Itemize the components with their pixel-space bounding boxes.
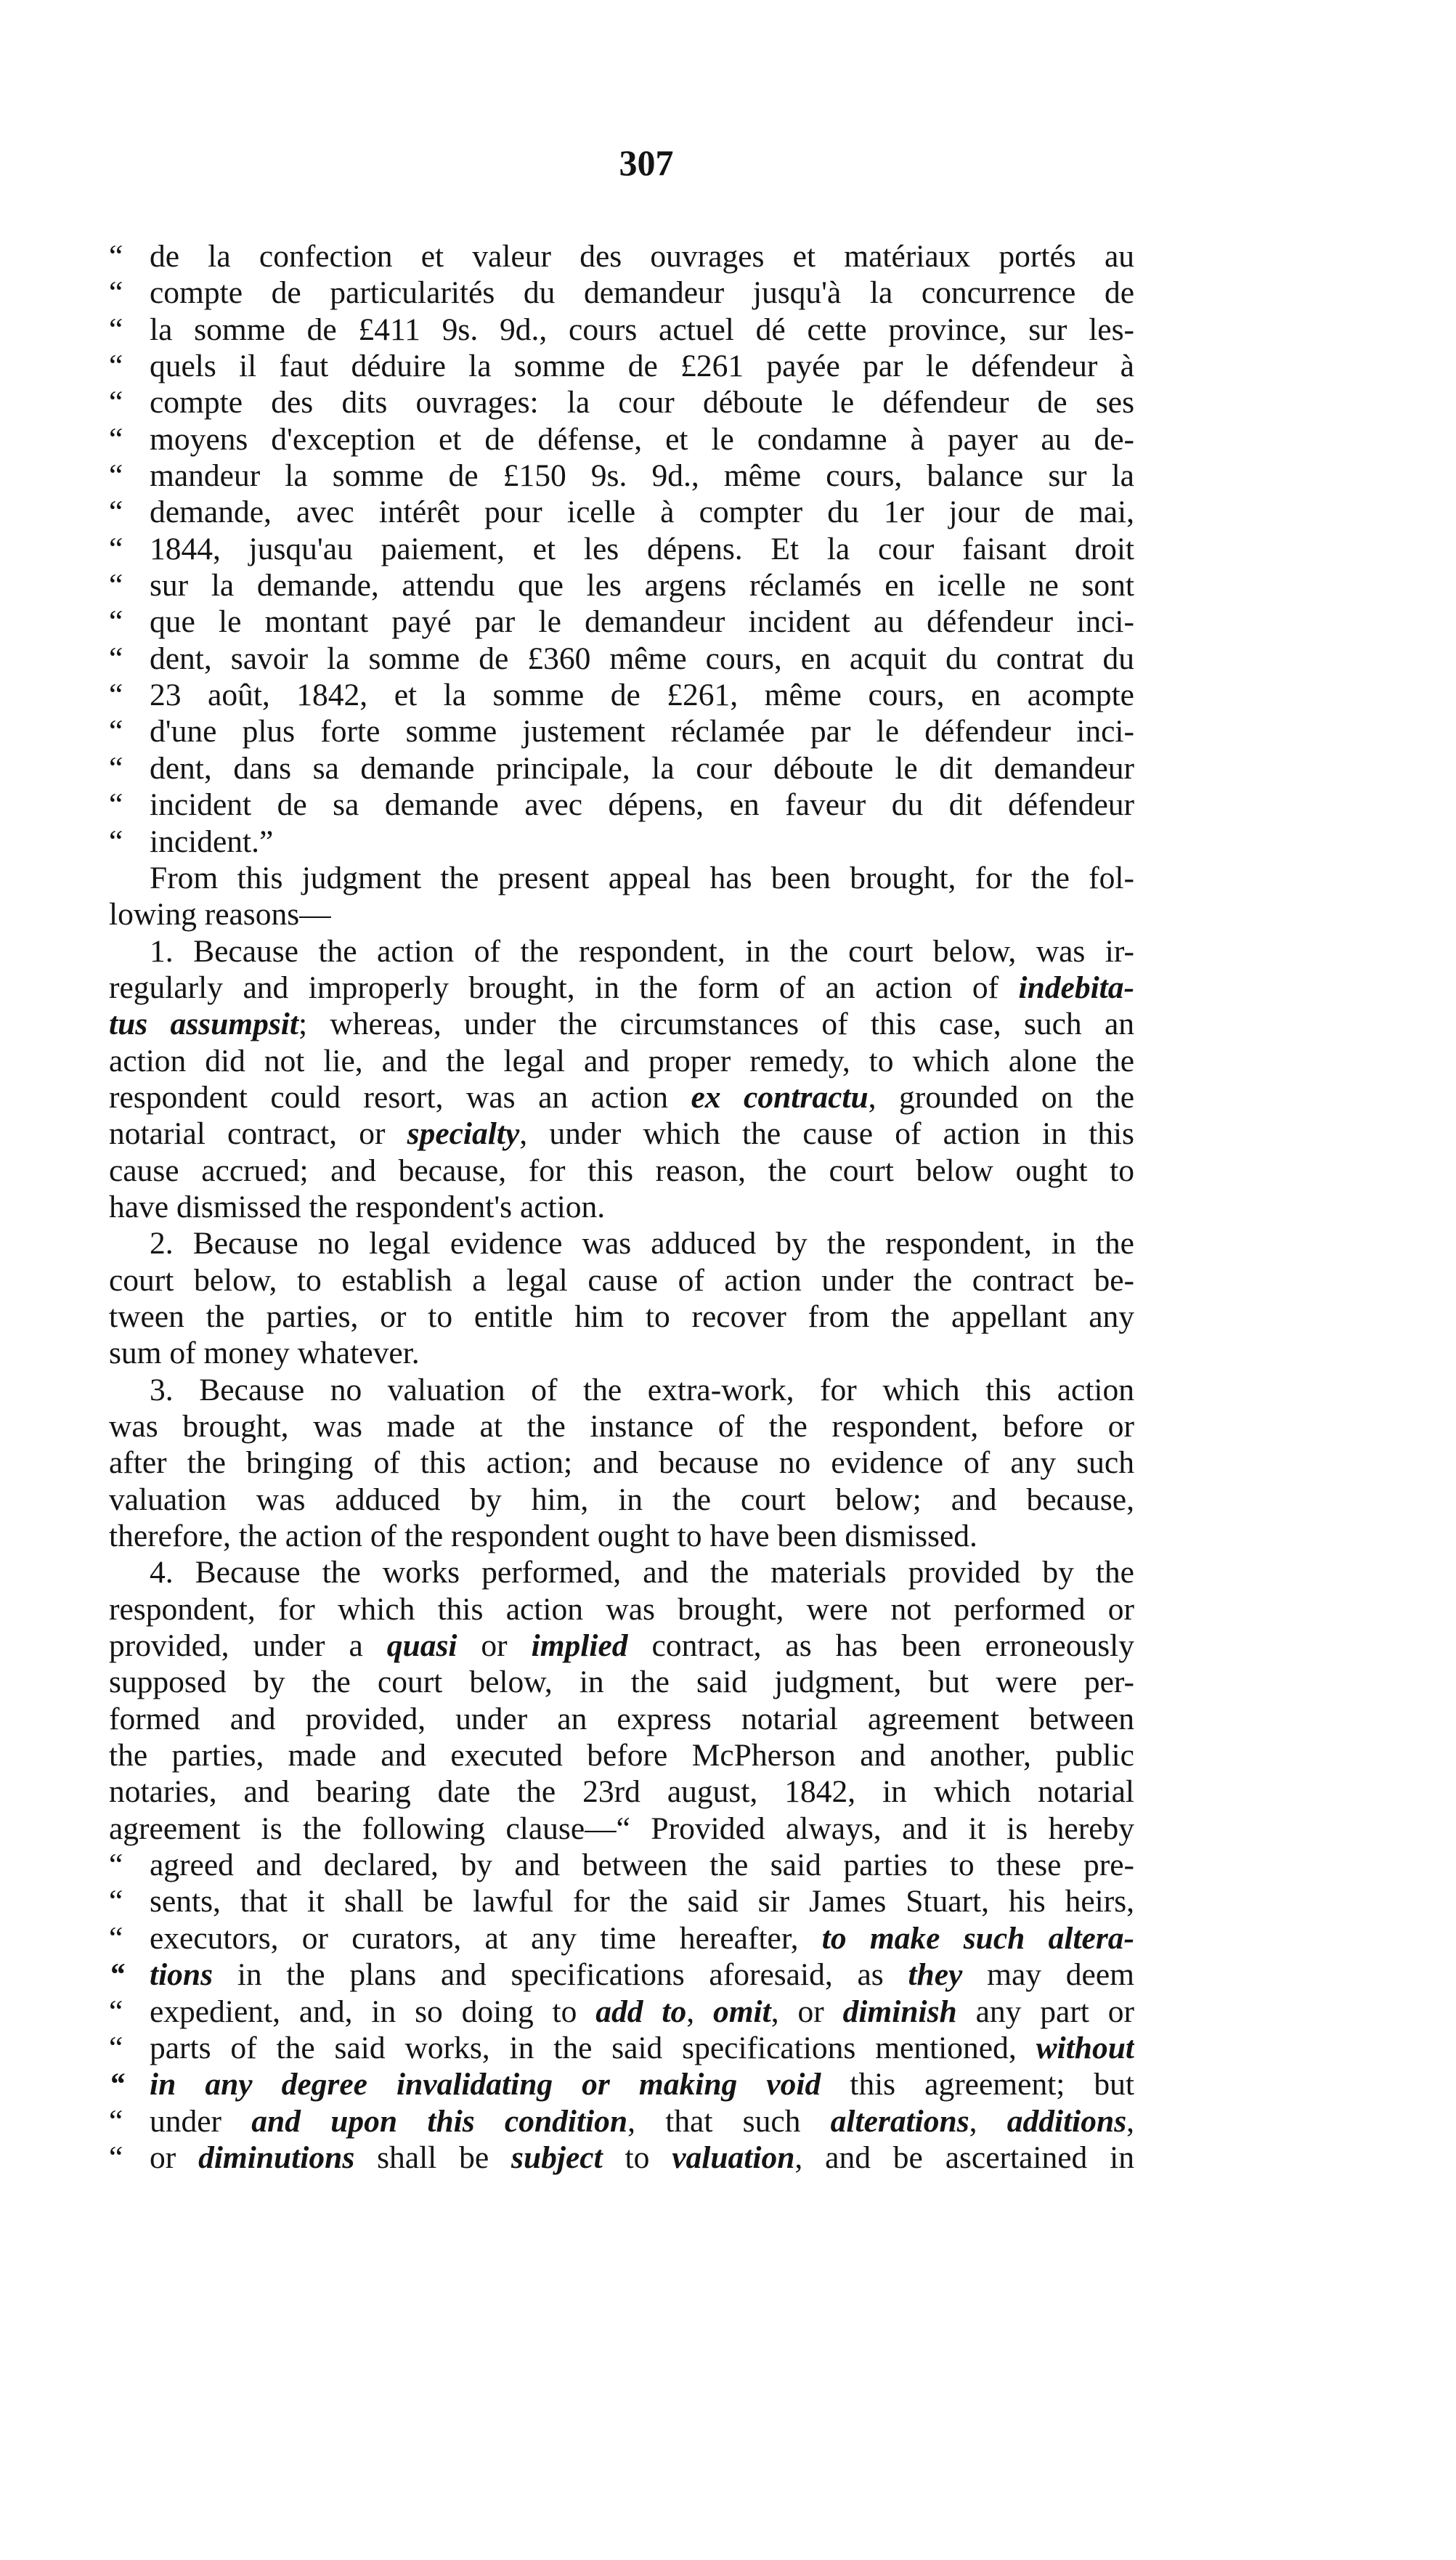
reason-line: “ in any degree invalidating or making void this agreement; but [109,2066,1134,2102]
quote-line: “ moyens d'exception et de défense, et le condamne à payer au de- [109,421,1134,458]
quote-line: “ compte des dits ouvrages: la cour déboute le défendeur de ses [109,384,1134,420]
reason-line: notarial contract, or specialty, under which the cause of action in this [109,1116,1134,1152]
quote-line: “ d'une plus forte somme justement réclamée par le défendeur inci- [109,713,1134,749]
reason-line: respondent, for which this action was brought, were not performed or [109,1591,1134,1627]
reason-line: after the bringing of this action; and because no evidence of any such [109,1445,1134,1481]
reason-line: “ under and upon this condition, that such alterations, additions, [109,2103,1134,2140]
reason-line: was brought, was made at the instance of the respondent, before or [109,1409,1134,1444]
quote-line: “ incident de sa demande avec dépens, en faveur du dit défendeur [109,787,1134,823]
reason-line: tween the parties, or to entitle him to recover from the appellant any [109,1299,1134,1334]
quote-line: “ mandeur la somme de £150 9s. 9d., même cours, balance sur la [109,458,1134,494]
quote-line: “ incident.” [109,824,1134,860]
reason-line: provided, under a quasi or implied contract, as has been erroneously [109,1628,1134,1664]
reason-line: tus assumpsit; whereas, under the circumstances of this case, such an [109,1007,1134,1042]
reason-line: cause accrued; and because, for this reason, the court below ought to [109,1153,1134,1188]
reason-line: “ expedient, and, in so doing to add to, omit, or diminish any part or [109,1994,1134,2030]
reason-line: 1. Because the action of the respondent, in the court below, was ir- [150,933,1134,969]
reason-line: have dismissed the respondent's action. [109,1189,606,1224]
reason-line: “ sents, that it shall be lawful for the said sir James Stuart, his heirs, [109,1883,1134,1919]
quote-line: “ que le montant payé par le demandeur incident au défendeur inci- [109,604,1134,640]
reason-line: formed and provided, under an express notarial agreement between [109,1701,1134,1736]
quote-line: “ 23 août, 1842, et la somme de £261, même cours, en acompte [109,677,1134,713]
quote-line: “ demande, avec intérêt pour icelle à compter du 1er jour de mai, [109,494,1134,530]
body-text [109,238,1134,2176]
quote-line: “ quels il faut déduire la somme de £261 payée par le défendeur à [109,348,1134,384]
reason-line: valuation was adduced by him, in the court below; and because, [109,1482,1134,1517]
quote-line: “ la somme de £411 9s. 9d., cours actuel dé cette province, sur les- [109,312,1134,348]
reason-2 [109,1225,1134,1371]
quote-line: “ compte de particularités du demandeur jusqu'à la concurrence de [109,275,1134,311]
quote-line: “ sur la demande, attendu que les argens réclamés en icelle ne sont [109,567,1134,604]
reason-line: “ executors, or curators, at any time hereafter, to make such altera- [109,1920,1134,1956]
quote-line: “ 1844, jusqu'au paiement, et les dépens. Et la cour faisant droit [109,531,1134,567]
page-number: 307 [619,142,674,183]
reason-3 [109,1372,1134,1555]
reason-line: supposed by the court below, in the said judgment, but were per- [109,1665,1134,1700]
reason-line: regularly and improperly brought, in the form of an action of indebita- [109,970,1134,1005]
reason-line: action did not lie, and the legal and proper remedy, to which alone the [109,1043,1134,1078]
reason-1 [109,933,1134,1226]
reason-line: respondent could resort, was an action ex contractu, grounded on the [109,1079,1134,1115]
reason-line: “ agreed and declared, by and between the said parties to these pre- [109,1847,1134,1883]
reason-line: 3. Because no valuation of the extra-work, for which this action [150,1372,1134,1407]
reason-line: the parties, made and executed before McPherson and another, public [109,1738,1134,1773]
quote-line: “ dent, savoir la somme de £360 même cours, en acquit du contrat du [109,641,1134,677]
intro-line: From this judgment the present appeal has been brought, for the fol- [150,860,1134,895]
reason-line: therefore, the action of the respondent ought to have been dismissed. [109,1519,977,1554]
reason-line: “ tions in the plans and specifications aforesaid, as they may deem [109,1956,1134,1993]
reason-4 [109,1554,1134,2176]
intro-line: lowing reasons— [109,897,331,932]
reason-line: agreement is the following clause—“ Provided always, and it is hereby [109,1811,1134,1846]
reason-line: “ or diminutions shall be subject to valuation, and be ascertained in [109,2140,1134,2176]
reason-line: notaries, and bearing date the 23rd august, 1842, in which notarial [109,1774,1134,1810]
reason-line: 2. Because no legal evidence was adduced by the respondent, in the [150,1226,1134,1261]
quote-line: “ de la confection et valeur des ouvrages et matériaux portés au [109,238,1134,275]
quote-line: “ dent, dans sa demande principale, la cour déboute le dit demandeur [109,750,1134,787]
french-judgment-quote [109,238,1134,860]
reason-line: court below, to establish a legal cause of action under the contract be- [109,1262,1134,1298]
reason-line: sum of money whatever. [109,1336,420,1371]
reason-line: 4. Because the works performed, and the materials provided by the [150,1555,1134,1590]
reason-line: “ parts of the said works, in the said specifications mentioned, without [109,2030,1134,2066]
